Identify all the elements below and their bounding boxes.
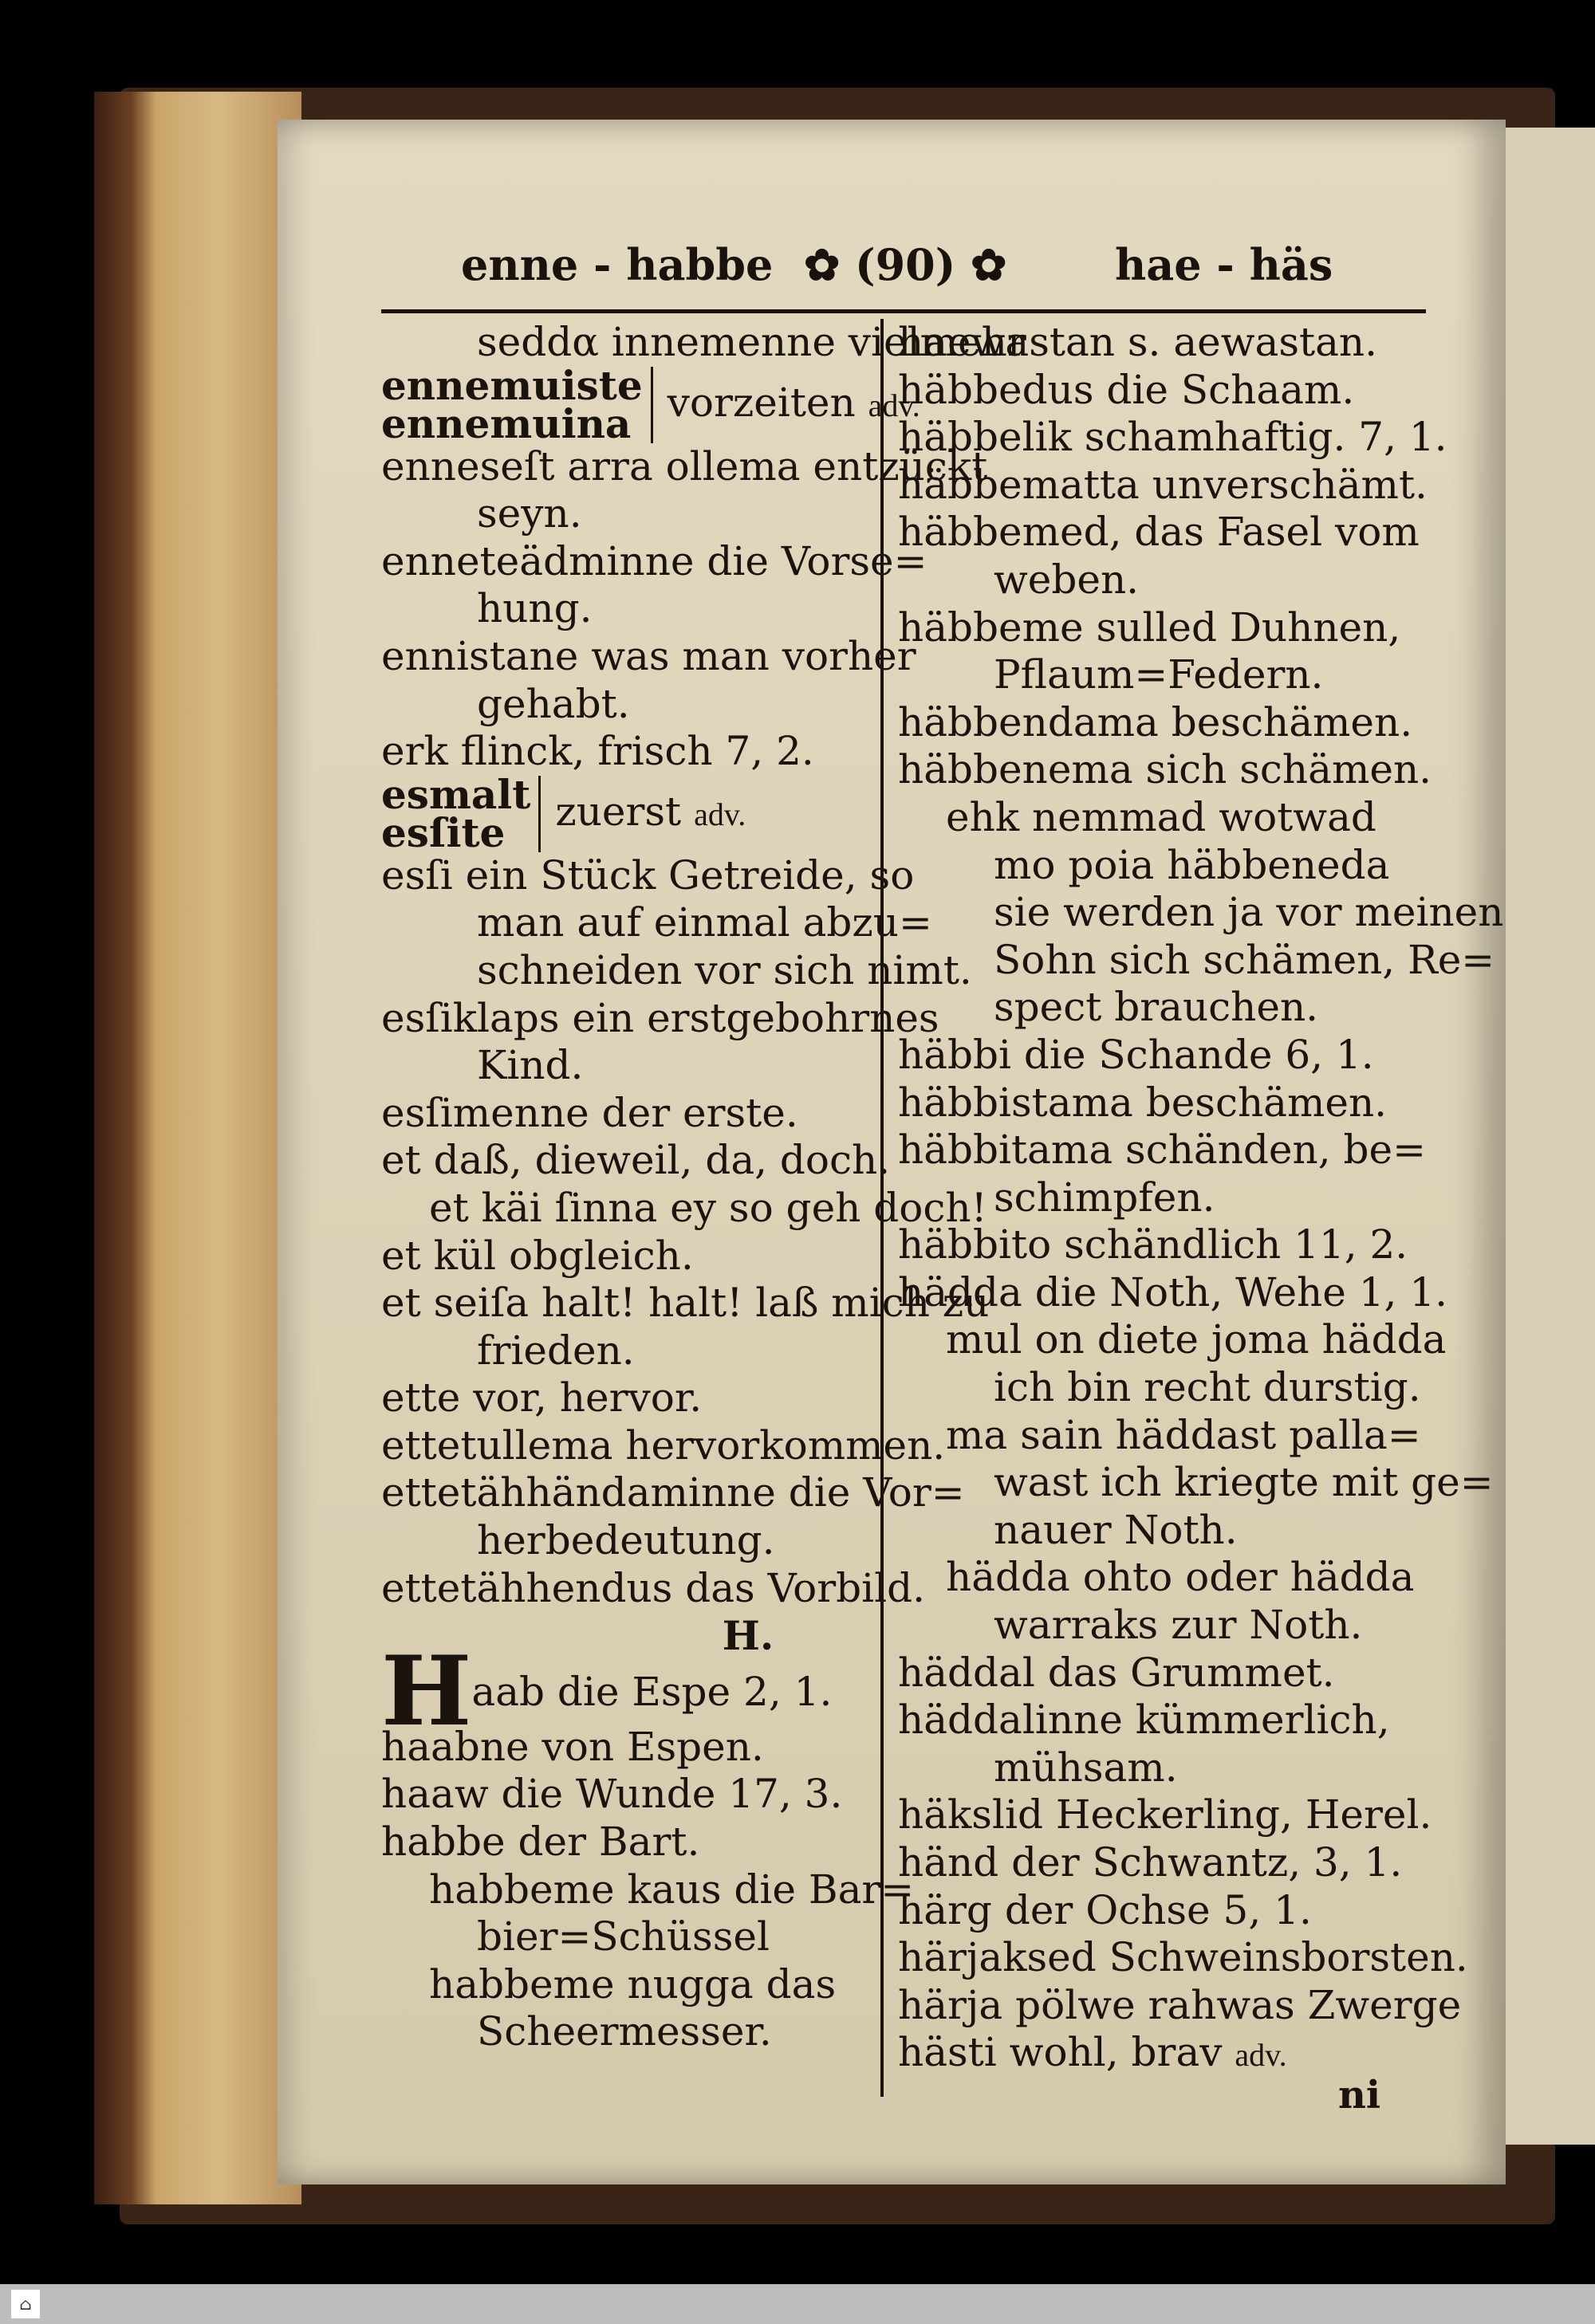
dictionary-line (381, 319, 1026, 367)
dictionary-line (381, 1280, 990, 1327)
dictionary-line (381, 1327, 876, 1375)
dictionary-line (898, 414, 1448, 462)
line-text: Scheermesser. (477, 2008, 772, 2055)
catchword: ni (1338, 2073, 1381, 2118)
line-text: seyn. (477, 490, 582, 537)
line-text: et daß, dieweil, da, doch. (381, 1137, 891, 1184)
line-text: warraks zur Noth. (994, 1602, 1363, 1649)
line-text: nauer Noth. (994, 1506, 1238, 1553)
dictionary-line (898, 1887, 1448, 1935)
line-text: häbbematta unverschämt. (898, 461, 1428, 508)
line-text: hästi wohl, brav (898, 2029, 1223, 2076)
page-edges (94, 92, 301, 2204)
line-text: häkslid Heckerling, Herel. (898, 1791, 1432, 1838)
abbreviation: adv. (868, 387, 920, 424)
dictionary-line (898, 746, 1448, 794)
line-text: et kül obgleich. (381, 1232, 694, 1279)
line-text: häbbelik schamhaftig. 7, 1. (898, 414, 1447, 461)
dictionary-line (898, 1269, 1448, 1317)
dictionary-line (381, 1184, 987, 1233)
line-text: ich bin recht durstig. (994, 1364, 1421, 1411)
abbreviation: adv. (694, 796, 746, 833)
line-text: enneteädminne die Vorse= (381, 537, 927, 584)
dictionary-line (898, 699, 1448, 747)
line-text: härg der Ochse 5, 1. (898, 1886, 1312, 1933)
dictionary-line (898, 889, 1504, 937)
dictionary-line (898, 1791, 1448, 1839)
line-text: haabne von Espen. (381, 1723, 764, 1770)
dictionary-line (898, 984, 1448, 1032)
line-text: et käi ſinna ey so geh doch! (429, 1184, 987, 1231)
dictionary-line (898, 1459, 1494, 1507)
dictionary-line (898, 462, 1448, 509)
line-text: händ der Schwantz, 3, 1. (898, 1839, 1403, 1886)
line-text: herbedeutung. (477, 1517, 775, 1564)
dictionary-line (898, 1507, 1448, 1555)
dictionary-line (381, 1090, 876, 1138)
dictionary-line (898, 651, 1448, 699)
line-text: ette vor, hervor. (381, 1374, 703, 1422)
dictionary-line (381, 1422, 946, 1470)
line-text: hung. (477, 585, 593, 632)
line-text: mo poia häbbeneda (994, 841, 1390, 888)
dictionary-line (381, 442, 988, 491)
line-text: haewastan s. aewastan. (898, 319, 1377, 365)
dictionary-line (898, 794, 1448, 842)
line-text: häbbemed, das Fasel vom (898, 509, 1420, 556)
headword: esſite (381, 808, 506, 856)
dictionary-line (381, 2008, 876, 2056)
dictionary-line (381, 1913, 876, 1961)
dictionary-line (381, 851, 915, 900)
dictionary-line (898, 556, 1448, 604)
line-text: et seiſa halt! halt! laß mich zu (381, 1280, 990, 1327)
definition (541, 788, 746, 839)
line-text: Pflaum=Federn. (994, 651, 1324, 698)
dictionary-line (898, 367, 1448, 415)
definition (653, 379, 920, 430)
definition-text: vorzeiten (667, 379, 856, 427)
dictionary-line (898, 1174, 1448, 1222)
dictionary-line (381, 1961, 876, 2009)
dictionary-line (898, 1744, 1448, 1792)
line-text: häbbistama beschämen. (898, 1079, 1388, 1126)
line-text: spect brauchen. (994, 984, 1319, 1031)
dictionary-line (381, 681, 876, 729)
viewer-footer (0, 2284, 1595, 2324)
dictionary-line (898, 1032, 1448, 1079)
line-text: frieden. (477, 1327, 635, 1374)
dictionary-line (898, 1650, 1448, 1697)
dictionary-line (381, 1771, 876, 1819)
line-text: ettetähhendus das Vorbild. (381, 1564, 926, 1611)
dictionary-line (898, 936, 1495, 985)
line-text: mühsam. (994, 1744, 1178, 1791)
line-text: ettetähhändaminne die Vor= (381, 1469, 965, 1516)
line-text: ma sain häddast palla= (946, 1411, 1421, 1458)
line-text: häddalinne kümmerlich, (898, 1697, 1390, 1744)
dictionary-line (898, 1697, 1448, 1744)
drop-cap: H (381, 1634, 472, 1748)
line-text: hädda die Noth, Wehe 1, 1. (898, 1268, 1448, 1315)
line-text: härja pölwe rahwas Zwerge (898, 1981, 1462, 2028)
dictionary-line (898, 1602, 1448, 1650)
dictionary-line (898, 1981, 1462, 2030)
dictionary-line (381, 1042, 876, 1090)
line-text: esſiklaps ein erstgebohrnes (381, 994, 939, 1041)
bracket-entry (381, 361, 920, 447)
abbreviation: adv. (1235, 2037, 1287, 2074)
dictionary-line (381, 899, 932, 947)
header-right: hae - häs (1115, 239, 1333, 290)
line-text: häbbendama beschämen. (898, 698, 1413, 745)
dictionary-line (381, 1564, 926, 1613)
definition-text: zuerst (555, 788, 682, 836)
line-text: bier=Schüssel (477, 1913, 770, 1960)
dictionary-line (381, 1137, 891, 1185)
line-text: ennistane was man vorher (381, 632, 916, 679)
dictionary-line (898, 604, 1448, 652)
dictionary-line (898, 319, 1448, 367)
line-text: Kind. (477, 1042, 584, 1089)
line-text: häbbeme sulled Duhnen, (898, 604, 1401, 651)
line-text: mul on diete joma hädda (946, 1316, 1447, 1363)
line-text: hädda ohto oder hädda (946, 1554, 1415, 1601)
dictionary-line (898, 1934, 1468, 1982)
dictionary-line (898, 1079, 1448, 1127)
dictionary-line (898, 2029, 1448, 2079)
dictionary-line (898, 1316, 1448, 1364)
line-text: gehabt. (477, 680, 630, 727)
book-page (278, 120, 1506, 2184)
line-text: ettetullema hervorkommen. (381, 1422, 946, 1469)
dictionary-line (381, 1374, 876, 1422)
line-text: haaw die Wunde 17, 3. (381, 1771, 843, 1818)
dictionary-line (381, 1233, 876, 1280)
dictionary-line (381, 490, 876, 538)
line-text: aab die Espe 2, 1. (471, 1668, 833, 1715)
dictionary-line (898, 1554, 1448, 1602)
line-text: Sohn sich schämen, Re= (994, 936, 1495, 983)
left-column (381, 319, 1026, 2056)
dictionary-line (898, 1839, 1448, 1887)
dictionary-line (381, 632, 916, 681)
right-column (898, 319, 1504, 2079)
dictionary-line (381, 1819, 876, 1866)
headword: ennemuiste (381, 361, 643, 409)
line-text: schimpfen. (994, 1174, 1215, 1221)
line-text: häbbitama schänden, be= (898, 1127, 1426, 1174)
line-text: H. (722, 1612, 774, 1660)
dictionary-line (898, 842, 1448, 890)
line-text: häbbedus die Schaam. (898, 366, 1355, 413)
dictionary-line (898, 509, 1448, 556)
dictionary-line (381, 946, 972, 995)
line-text: wast ich kriegte mit ge= (994, 1459, 1494, 1506)
bracket-entry (381, 770, 876, 856)
line-text: seddα innemenne vielmehr (477, 319, 1026, 365)
line-text: sie werden ja vor meinen (994, 889, 1504, 936)
headword: ennemuina (381, 399, 632, 447)
dictionary-line (381, 537, 927, 586)
line-text: häbbi die Schande 6, 1. (898, 1031, 1374, 1078)
line-text: habbeme kaus die Bar= (429, 1866, 915, 1913)
line-text: esſimenne der erste. (381, 1089, 798, 1136)
header-rule (381, 309, 1426, 313)
headword: esmalt (381, 770, 531, 818)
dictionary-line (381, 1469, 965, 1517)
dictionary-line (381, 1724, 876, 1772)
page-number: ✿ (90) ✿ (804, 239, 1007, 290)
line-text: enneseſt arra ollema entzückt (381, 442, 988, 490)
line-text: ehk nemmad wotwad (946, 793, 1376, 840)
line-text: erk flinck, frisch 7, 2. (381, 728, 814, 775)
dictionary-line (898, 1127, 1448, 1174)
line-text: härjaksed Schweinsborsten. (898, 1934, 1468, 1981)
line-text: häbbenema sich schämen. (898, 746, 1432, 793)
dictionary-line (381, 1866, 915, 1914)
line-text: habbeme nugga das (429, 1960, 837, 2007)
dictionary-line (898, 1221, 1448, 1269)
dictionary-line (381, 728, 876, 776)
line-text: esſi ein Stück Getreide, so (381, 851, 915, 899)
line-text: man auf einmal abzu= (477, 899, 932, 946)
facing-page (1499, 128, 1595, 2145)
header-left: enne - habbe (461, 239, 774, 290)
dictionary-line (381, 585, 876, 633)
dictionary-line (898, 1412, 1448, 1460)
dictionary-line (898, 1364, 1448, 1412)
dictionary-line (381, 1517, 876, 1565)
line-text: häbbito schändlich 11, 2. (898, 1221, 1408, 1268)
line-text: weben. (994, 556, 1140, 603)
library-logo-icon[interactable]: ⌂ (11, 2290, 40, 2318)
line-text: habbe der Bart. (381, 1819, 700, 1866)
dictionary-line (381, 994, 939, 1043)
line-text: häddal das Grummet. (898, 1649, 1335, 1696)
line-text: schneiden vor sich nimt. (477, 946, 972, 993)
